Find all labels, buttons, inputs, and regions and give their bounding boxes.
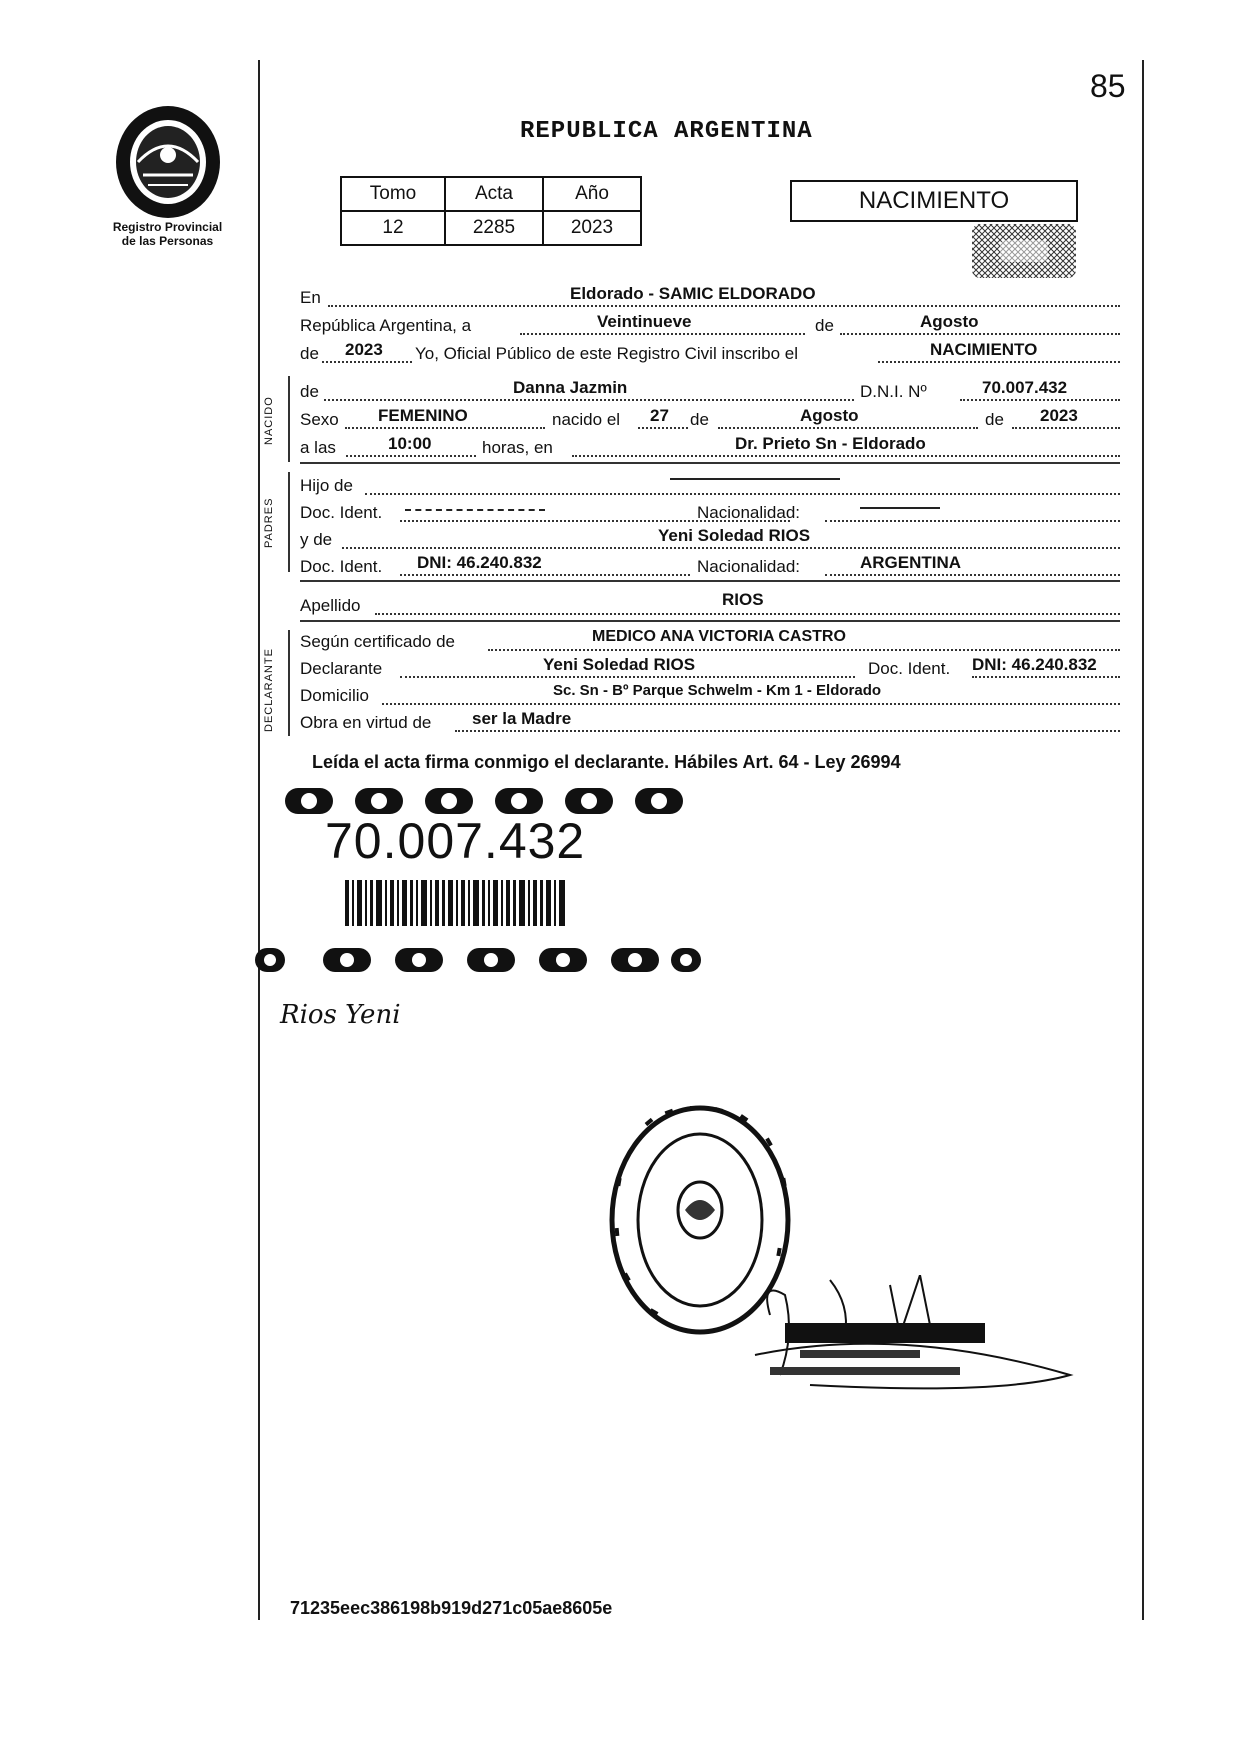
cert-label: Según certificado de	[300, 632, 455, 651]
left-margin-line	[258, 60, 260, 1620]
yde-label: y de	[300, 530, 333, 549]
declarante-dni: DNI: 46.240.832	[972, 655, 1097, 674]
de-year-label: de	[300, 344, 319, 363]
mother-nationality: ARGENTINA	[860, 553, 962, 572]
dni-label: D.N.I. Nº	[860, 382, 927, 401]
yo-label: Yo, Oficial Público de este Registro Civil inscribo el	[415, 344, 798, 363]
row-hijo	[300, 472, 1120, 497]
row-yo	[300, 340, 1120, 365]
declarant-handwritten-signature: Rios Yeni	[280, 1000, 401, 1030]
acta-value-tomo: 12	[341, 211, 445, 245]
birth-day-text: Veintinueve	[597, 312, 692, 331]
row-sexo	[300, 406, 1120, 431]
logo-caption-line2: de las Personas	[121, 234, 214, 248]
acta-header-tomo: Tomo	[341, 177, 445, 211]
sexo-value: FEMENINO	[378, 406, 468, 425]
mother-dni: DNI: 46.240.832	[417, 553, 542, 572]
acta-header-acta: Acta	[445, 177, 543, 211]
page-number: 85	[1090, 68, 1126, 104]
dom-label: Domicilio	[300, 686, 369, 705]
document-hash: 71235eec386198b919d271c05ae8605e	[290, 1598, 613, 1618]
sexo-label: Sexo	[300, 410, 339, 429]
logo-caption	[100, 220, 235, 248]
hologram-stamp	[970, 222, 1078, 280]
domicilio-value: Sc. Sn - Bº Parque Schwelm - Km 1 - Eldorado	[553, 682, 882, 699]
barcode	[345, 880, 565, 926]
en-label: En	[300, 288, 321, 307]
birth-hour: 10:00	[388, 434, 432, 453]
official-signature	[750, 1275, 1080, 1395]
row-doc1	[300, 499, 1120, 524]
hijo-label: Hijo de	[300, 476, 353, 495]
cert-value: MEDICO ANA VICTORIA CASTRO	[592, 628, 846, 645]
declarante-name: Yeni Soledad RIOS	[543, 655, 696, 674]
nacido-section-label: NACIDO	[263, 396, 275, 445]
row-domicilio	[300, 682, 1120, 707]
right-margin-line	[1142, 60, 1144, 1620]
provincial-seal-logo	[108, 100, 228, 220]
acta-header-anio: Año	[543, 177, 641, 211]
row-obra	[300, 709, 1120, 734]
nac2-label: Nacionalidad:	[697, 557, 801, 576]
nac1-label: Nacionalidad:	[697, 503, 801, 522]
nacido-el-label: nacido el	[552, 410, 621, 429]
child-name: Danna Jazmin	[513, 378, 628, 397]
row-certificado	[300, 628, 1120, 653]
birth-month-text: Agosto	[920, 312, 979, 331]
dni-printed-number: 70.007.432	[325, 813, 586, 869]
apellido-label: Apellido	[300, 596, 361, 615]
logo-caption-line1: Registro Provincial	[112, 220, 223, 234]
padres-section-label: PADRES	[263, 497, 275, 548]
nacido-de-label3: de	[985, 410, 1004, 429]
security-print-bottom	[255, 942, 705, 976]
apellido-value: RIOS	[722, 590, 764, 609]
mother-name: Yeni Soledad RIOS	[658, 526, 811, 545]
acta-value-acta: 2285	[445, 211, 543, 245]
decl-label: Declarante	[300, 659, 383, 678]
nacido-de-label: de	[300, 382, 319, 401]
decl-doc-label: Doc. Ident.	[868, 659, 951, 678]
obra-label: Obra en virtud de	[300, 713, 432, 732]
doc1-label: Doc. Ident.	[300, 503, 383, 522]
nacido-de-label2: de	[690, 410, 709, 429]
row-nacido-name	[300, 378, 1120, 403]
republica-de-label: de	[815, 316, 834, 335]
row-hora	[300, 434, 1120, 459]
acta-value-anio: 2023	[543, 211, 641, 245]
row-ymadre	[300, 526, 1120, 551]
birth-month: Agosto	[800, 406, 859, 425]
record-type-box: NACIMIENTO	[790, 180, 1078, 222]
row-en	[300, 284, 1120, 309]
row-republica	[300, 312, 1120, 337]
en-value: Eldorado - SAMIC ELDORADO	[570, 284, 816, 303]
alas-label: a las	[300, 438, 336, 457]
child-dni: 70.007.432	[982, 378, 1068, 397]
row-apellido	[300, 590, 1120, 615]
country-title: REPUBLICA ARGENTINA	[520, 118, 813, 145]
acta-table	[340, 176, 642, 246]
republica-label: República Argentina, a	[300, 316, 472, 335]
horas-label: horas, en	[482, 438, 553, 457]
legal-text: Leída el acta firma conmigo el declarante. Hábiles Art. 64 - Ley 26994	[312, 752, 901, 772]
father-doc-redacted	[405, 509, 545, 511]
doc2-label: Doc. Ident.	[300, 557, 383, 576]
birth-place: Dr. Prieto Sn - Eldorado	[735, 434, 926, 453]
event-value: NACIMIENTO	[930, 340, 1038, 359]
declarante-section-label: DECLARANTE	[263, 648, 275, 732]
row-declarante	[300, 655, 1120, 680]
row-doc2	[300, 553, 1120, 578]
father-nationality-redacted	[860, 507, 940, 509]
birth-day-number: 27	[650, 406, 669, 425]
father-name-redacted	[670, 478, 840, 480]
obra-value: ser la Madre	[472, 709, 572, 728]
intro-year: 2023	[345, 340, 383, 359]
birth-year: 2023	[1040, 406, 1078, 425]
